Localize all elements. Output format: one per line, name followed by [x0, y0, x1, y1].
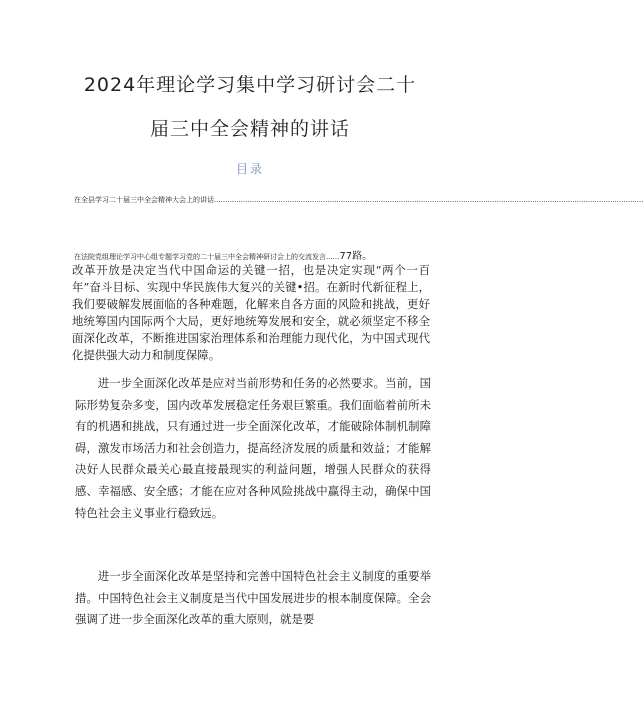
body-paragraph-3: 进一步全面深化改革是坚持和完善中国特色社会主义制度的重要举措。中国特色社会主义制度是当代中国发展进步的根本制度保障。全会强调了进一步全面深化改革的重大原则，就是要 — [75, 569, 431, 627]
toc-entry-2[interactable] — [74, 247, 434, 262]
document-title-line-1: 2024年理论学习集中学习研讨会二十 — [83, 74, 417, 96]
body-paragraph-1: 改革开放是决定当代中国命运的关键一招，也是决定实现“两个一百年”奋斗目标、实现中华民族伟大复兴的关键•招。在新时代新征程上，我们要破解发展面临的各种难题，化解来自各方面的风险和挑战，更好地统筹国内国际两个大局，更好地统筹发展和安全，就必须坚定不移全面深化改革，不断推进国家治理体系和治理能力现代化，为中国式现代化提供强大动力和制度保障。 — [72, 263, 430, 362]
toc-entry-2-page: 77路。 — [339, 251, 373, 262]
toc-entry-1-leader: ................................................................................................................................................................................................. — [214, 196, 643, 204]
document-title-line-2: 届三中全会精神的讲话 — [149, 118, 350, 140]
toc-entry-1[interactable] — [74, 195, 643, 205]
toc-heading: 目录 — [235, 162, 264, 176]
body-paragraph-2: 进一步全面深化改革是应对当前形势和任务的必然要求。当前，国际形势复杂多变，国内改革发展稳定任务艰巨繁重。我们面临着前所未有的机遇和挑战，只有通过进一步全面深化改革，才能破除体制机制障碍，激发市场活力和社会创造力，提高经济发展的质量和效益；才能解决好人民群众最关心最直接最现实的利益问题，增强人民群众的获得感、幸福感、安全感；才能在应对各种风险挑战中赢得主动，确保中国特色社会主义事业行稳致远。 — [75, 376, 431, 520]
toc-entry-2-leader: ...... — [326, 253, 340, 261]
toc-entry-2-text: 在法院党组理论学习中心组专题学习党的二十届三中全会精神研讨会上的交流发言 — [74, 253, 326, 261]
toc-entry-1-text: 在全县学习二十届三中全会精神大会上的讲话 — [74, 196, 214, 204]
